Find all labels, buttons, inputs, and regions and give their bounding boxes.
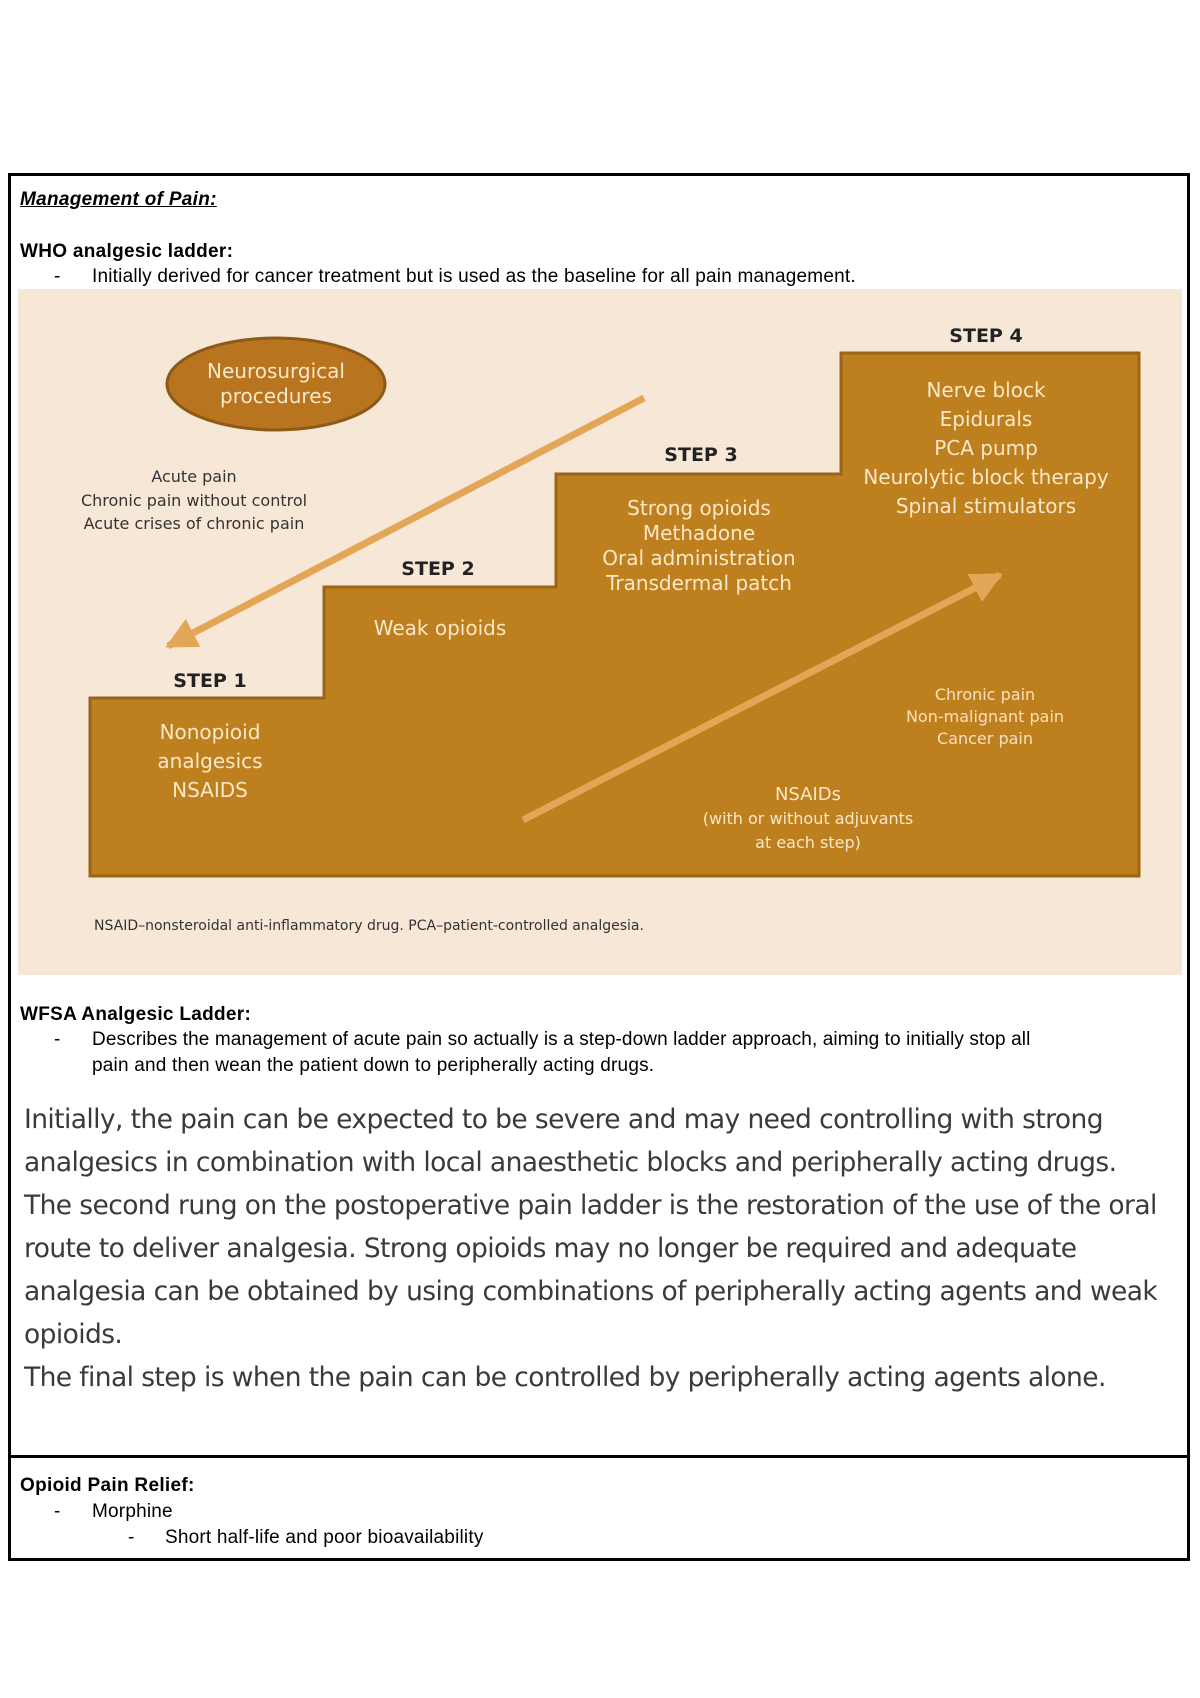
- wfsa-heading: WFSA Analgesic Ladder:: [20, 1004, 252, 1025]
- sub-bullet-dash: -: [128, 1527, 135, 1548]
- acute-line-2: Chronic pain without control: [80, 491, 308, 510]
- wfsa-quote: [24, 1098, 1157, 1399]
- step-1-line-1: Nonopioid: [159, 720, 261, 744]
- step-3-line-1: Strong opioids: [627, 496, 771, 520]
- section-title: Management of Pain:: [20, 189, 217, 210]
- chronic-line-1: Chronic pain: [934, 685, 1036, 704]
- step-4-line-2: Epidurals: [939, 407, 1033, 431]
- wfsa-bullet-line-2: pain and then wean the patient down to peripherally acting drugs.: [92, 1055, 655, 1076]
- quote-line-2: analgesics in combination with local anaesthetic blocks and peripherally acting drugs.: [24, 1147, 1117, 1178]
- step-4-line-4: Neurolytic block therapy: [863, 465, 1109, 489]
- nsaid-line-1: NSAIDs: [774, 784, 842, 805]
- step-2-line-1: Weak opioids: [373, 616, 507, 640]
- nsaid-line-3: at each step): [755, 833, 861, 852]
- morphine-subitem: Short half-life and poor bioavailability: [165, 1527, 484, 1548]
- quote-line-1: Initially, the pain can be expected to be severe and may need controlling with strong: [24, 1104, 1103, 1135]
- morphine-item: Morphine: [92, 1501, 173, 1522]
- step-4-line-1: Nerve block: [926, 378, 1046, 402]
- wfsa-bullet-line-1: Describes the management of acute pain so actually is a step-down ladder approach, aiming to initially stop all: [92, 1029, 1031, 1050]
- chronic-line-2: Non-malignant pain: [905, 707, 1065, 726]
- quote-line-7: The final step is when the pain can be controlled by peripherally acting agents alone.: [24, 1362, 1106, 1393]
- figure-caption: NSAID–nonsteroidal anti-inflammatory drug. PCA–patient-controlled analgesia.: [94, 918, 644, 934]
- nsaid-line-2: (with or without adjuvants: [702, 809, 914, 828]
- step-1-line-2: analgesics: [157, 749, 263, 773]
- step-1-line-3: NSAIDS: [172, 778, 248, 802]
- bullet-dash: -: [54, 1029, 61, 1050]
- step-3-line-3: Oral administration: [602, 546, 796, 570]
- ladder-diagram: [18, 289, 1182, 975]
- quote-line-5: analgesia can be obtained by using combinations of peripherally acting agents and weak: [24, 1276, 1158, 1307]
- quote-line-6: opioids.: [24, 1319, 123, 1350]
- step-4-line-5: Spinal stimulators: [895, 494, 1077, 518]
- who-ladder-heading: WHO analgesic ladder:: [20, 241, 234, 262]
- opioid-heading: Opioid Pain Relief:: [20, 1475, 195, 1496]
- who-ladder-figure: [18, 289, 1182, 975]
- ellipse-line-1: Neurosurgical: [207, 359, 345, 383]
- chronic-line-3: Cancer pain: [937, 729, 1033, 748]
- who-ladder-bullet: Initially derived for cancer treatment but is used as the baseline for all pain management.: [92, 266, 856, 287]
- step-3-label: STEP 3: [664, 444, 738, 466]
- step-4-label: STEP 4: [949, 325, 1023, 347]
- acute-line-1: Acute pain: [151, 467, 237, 486]
- quote-line-3: The second rung on the postoperative pain ladder is the restoration of the use of the oral: [24, 1190, 1157, 1221]
- step-3-line-2: Methadone: [642, 521, 756, 545]
- step-3-line-4: Transdermal patch: [606, 571, 792, 595]
- bullet-dash: -: [54, 1501, 61, 1522]
- step-4-line-3: PCA pump: [934, 436, 1038, 460]
- quote-line-4: route to deliver analgesia. Strong opioids may no longer be required and adequate: [24, 1233, 1077, 1264]
- ellipse-line-2: procedures: [220, 384, 332, 408]
- acute-line-3: Acute crises of chronic pain: [83, 514, 305, 533]
- step-1-label: STEP 1: [173, 670, 247, 692]
- bullet-dash: -: [54, 266, 61, 287]
- step-2-label: STEP 2: [401, 558, 475, 580]
